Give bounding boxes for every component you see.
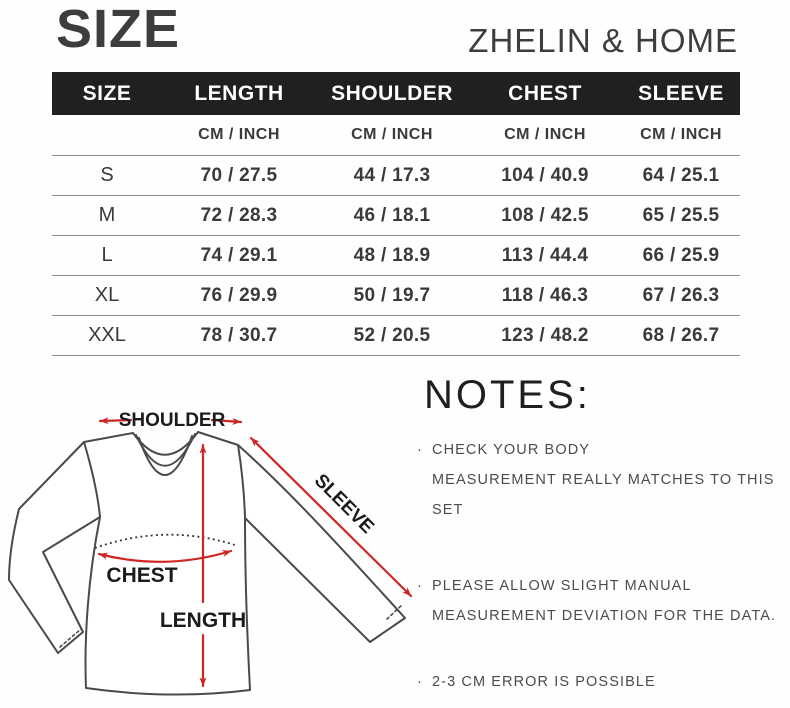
table-row (52, 156, 740, 196)
size-label: XXL (88, 324, 126, 346)
sleeve-value: 68 / 26.7 (642, 324, 720, 346)
table-row (52, 196, 740, 236)
chest-value: 104 / 40.9 (501, 164, 589, 186)
size-label: XL (94, 284, 120, 306)
size-label: S (100, 164, 114, 186)
notes-list (412, 435, 784, 697)
chest-diagram-label: CHEST (106, 564, 178, 587)
table-row (52, 276, 740, 316)
note-item (412, 435, 784, 525)
shoulder-diagram-label: SHOULDER (118, 410, 226, 431)
length-diagram-label: LENGTH (159, 609, 247, 632)
unit-cell: CM / INCH (504, 126, 586, 143)
column-header-size: SIZE (82, 81, 132, 105)
chest-value: 108 / 42.5 (501, 204, 589, 226)
table-header-row (52, 72, 740, 115)
shoulder-value: 44 / 17.3 (353, 164, 431, 186)
bullet-icon: · (417, 442, 423, 458)
page-title: SIZE (56, 0, 181, 59)
sleeve-value: 66 / 25.9 (642, 244, 720, 266)
chest-value: 113 / 44.4 (501, 244, 589, 266)
column-header-shoulder: SHOULDER (331, 81, 453, 105)
length-value: 72 / 28.3 (200, 204, 278, 226)
bullet-icon: · (417, 674, 423, 690)
note-line: PLEASE ALLOW SLIGHT MANUAL (432, 578, 692, 594)
chest-value: 118 / 46.3 (501, 284, 589, 306)
note-line: CHECK YOUR BODY (432, 442, 591, 458)
shoulder-value: 52 / 20.5 (353, 324, 431, 346)
column-header-length: LENGTH (194, 81, 284, 105)
table-row (52, 236, 740, 276)
column-header-chest: CHEST (508, 81, 582, 105)
note-line: MEASUREMENT REALLY MATCHES TO THIS SET (432, 472, 775, 518)
length-value: 78 / 30.7 (200, 324, 278, 346)
note-item (412, 571, 784, 631)
sleeve-value: 64 / 25.1 (642, 164, 720, 186)
shirt-measurement-diagram (0, 378, 440, 708)
length-value: 76 / 29.9 (200, 284, 278, 306)
note-line: MEASUREMENT DEVIATION FOR THE DATA. (432, 608, 777, 624)
table-row (52, 316, 740, 356)
length-value: 70 / 27.5 (200, 164, 278, 186)
notes-heading: NOTES: (424, 373, 591, 417)
column-header-sleeve: SLEEVE (638, 81, 724, 105)
note-line: 2-3 CM ERROR IS POSSIBLE (432, 674, 656, 690)
sleeve-diagram-label: SLEEVE (309, 470, 378, 539)
sleeve-value: 67 / 26.3 (642, 284, 720, 306)
unit-cell: CM / INCH (198, 126, 280, 143)
size-table (52, 72, 740, 356)
brand-name: ZHELIN & HOME (468, 22, 738, 59)
shoulder-value: 48 / 18.9 (353, 244, 431, 266)
shoulder-value: 46 / 18.1 (353, 204, 431, 226)
size-label: M (98, 204, 116, 226)
unit-cell: CM / INCH (351, 126, 433, 143)
size-label: L (101, 244, 113, 266)
length-value: 74 / 29.1 (200, 244, 278, 266)
table-units-row (52, 115, 740, 156)
notes-section (412, 372, 784, 697)
shirt-outline (9, 432, 405, 695)
note-item (412, 667, 784, 697)
sleeve-value: 65 / 25.5 (642, 204, 720, 226)
shoulder-value: 50 / 19.7 (353, 284, 431, 306)
unit-cell: CM / INCH (640, 126, 722, 143)
chest-value: 123 / 48.2 (501, 324, 589, 346)
bullet-icon: · (417, 578, 423, 594)
